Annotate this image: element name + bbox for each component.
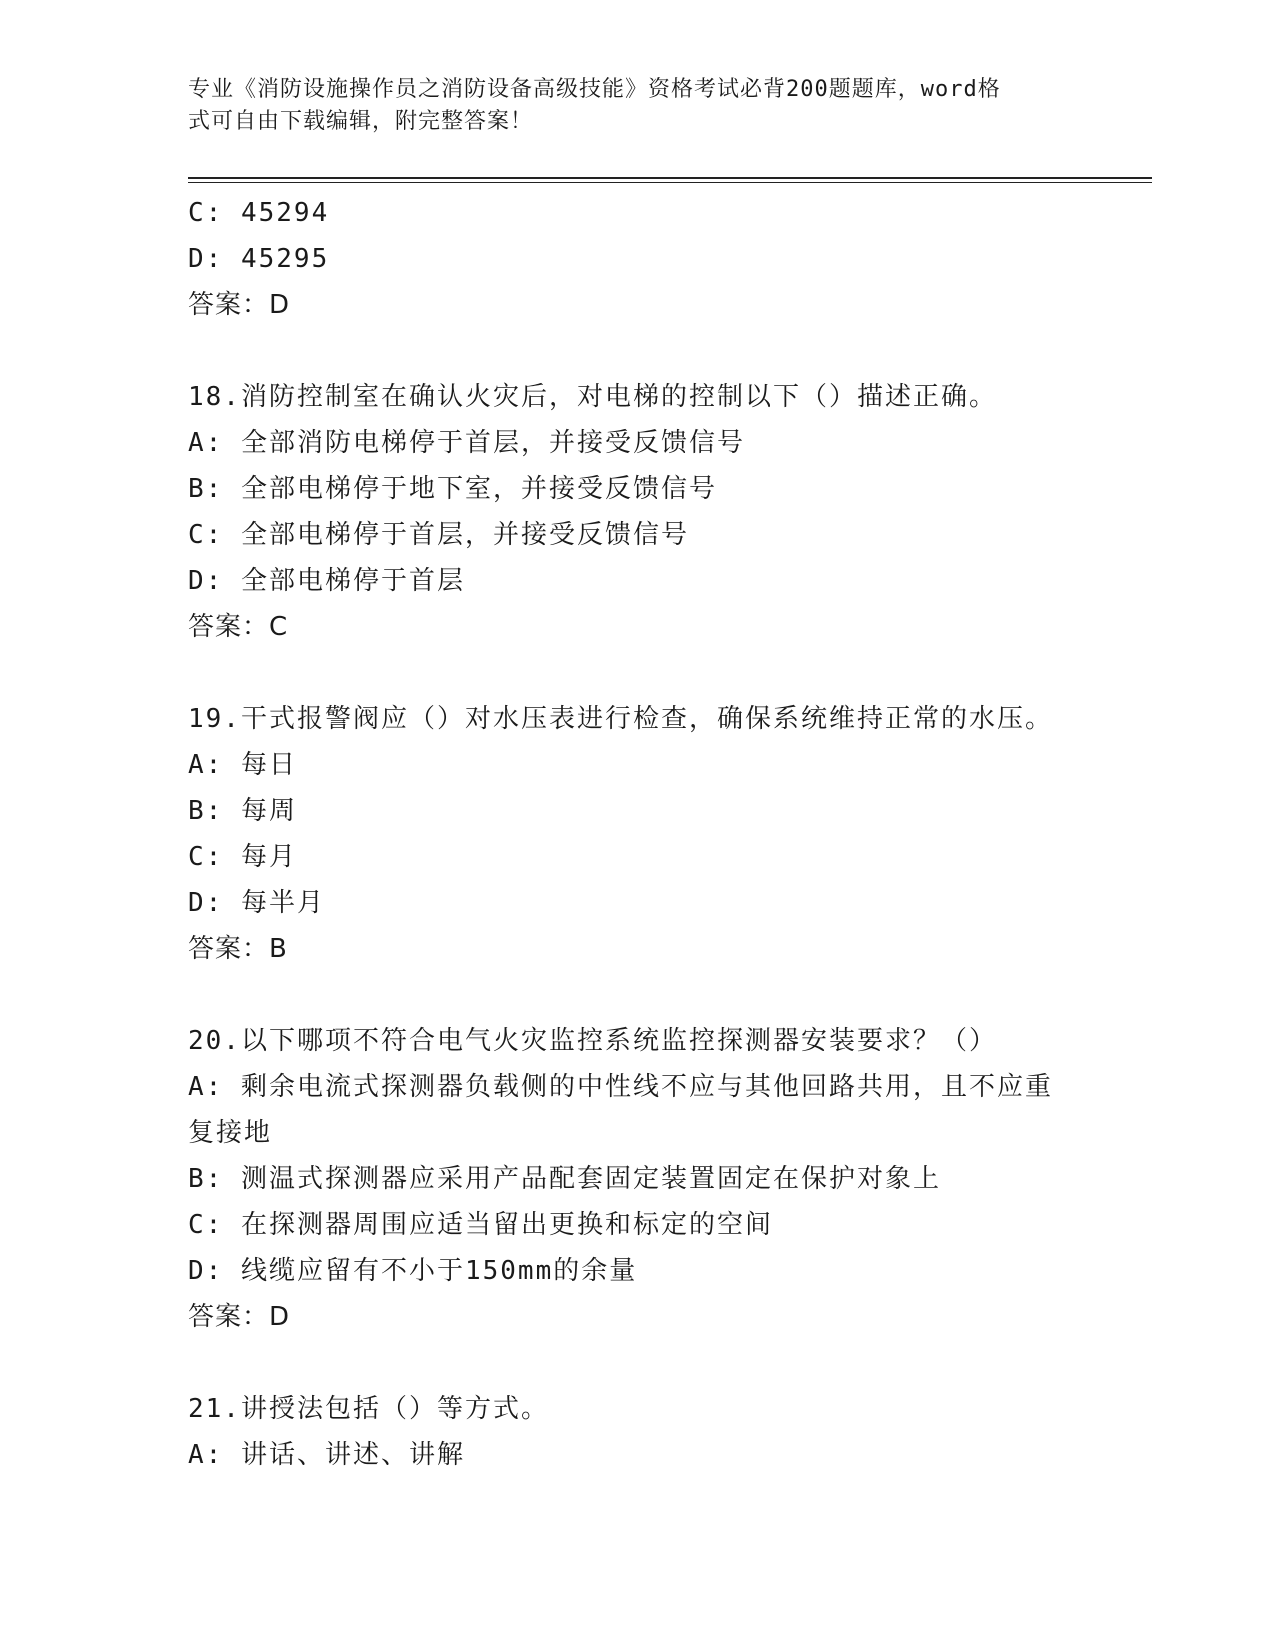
document-header	[188, 74, 1068, 138]
option-a: A: 讲话、讲述、讲解	[188, 1440, 465, 1470]
option-c: C: 45294	[188, 198, 330, 228]
header-divider-thick	[188, 177, 1152, 179]
question-20	[188, 1018, 1088, 1340]
header-line-1: 专业《消防设施操作员之消防设备高级技能》资格考试必背200题题库，word格	[188, 77, 1001, 102]
option-a-line-1: A: 剩余电流式探测器负载侧的中性线不应与其他回路共用，且不应重	[188, 1072, 1053, 1102]
option-d: D: 45295	[188, 244, 330, 274]
answer: 答案：B	[188, 934, 288, 964]
option-a-line-2: 复接地	[188, 1118, 273, 1148]
header-divider-thin	[188, 182, 1152, 183]
option-b: B: 每周	[188, 796, 297, 826]
header-line-2: 式可自由下载编辑，附完整答案！	[188, 109, 534, 134]
option-b: B: 测温式探测器应采用产品配套固定装置固定在保护对象上	[188, 1164, 941, 1194]
option-d: D: 全部电梯停于首层	[188, 566, 465, 596]
spacer	[188, 972, 1088, 1018]
question-text: 19.干式报警阀应（）对水压表进行检查，确保系统维持正常的水压。	[188, 704, 1053, 734]
option-d: D: 每半月	[188, 888, 325, 918]
question-19	[188, 696, 1088, 972]
spacer	[188, 328, 1088, 374]
question-text: 21.讲授法包括（）等方式。	[188, 1394, 549, 1424]
question-text: 18.消防控制室在确认火灾后，对电梯的控制以下（）描述正确。	[188, 382, 997, 412]
answer: 答案：D	[188, 290, 291, 320]
question-18	[188, 374, 1088, 650]
option-c: C: 在探测器周围应适当留出更换和标定的空间	[188, 1210, 773, 1240]
option-d: D: 线缆应留有不小于150mm的余量	[188, 1256, 638, 1286]
question-17	[188, 190, 1088, 328]
question-list	[188, 190, 1088, 1478]
answer: 答案：D	[188, 1302, 291, 1332]
spacer	[188, 650, 1088, 696]
question-21	[188, 1386, 1088, 1478]
question-text: 20.以下哪项不符合电气火灾监控系统监控探测器安装要求？（）	[188, 1026, 997, 1056]
option-b: B: 全部电梯停于地下室，并接受反馈信号	[188, 474, 717, 504]
answer: 答案：C	[188, 612, 289, 642]
spacer	[188, 1340, 1088, 1386]
option-a: A: 每日	[188, 750, 297, 780]
option-a: A: 全部消防电梯停于首层，并接受反馈信号	[188, 428, 745, 458]
option-c: C: 每月	[188, 842, 297, 872]
option-c: C: 全部电梯停于首层，并接受反馈信号	[188, 520, 689, 550]
